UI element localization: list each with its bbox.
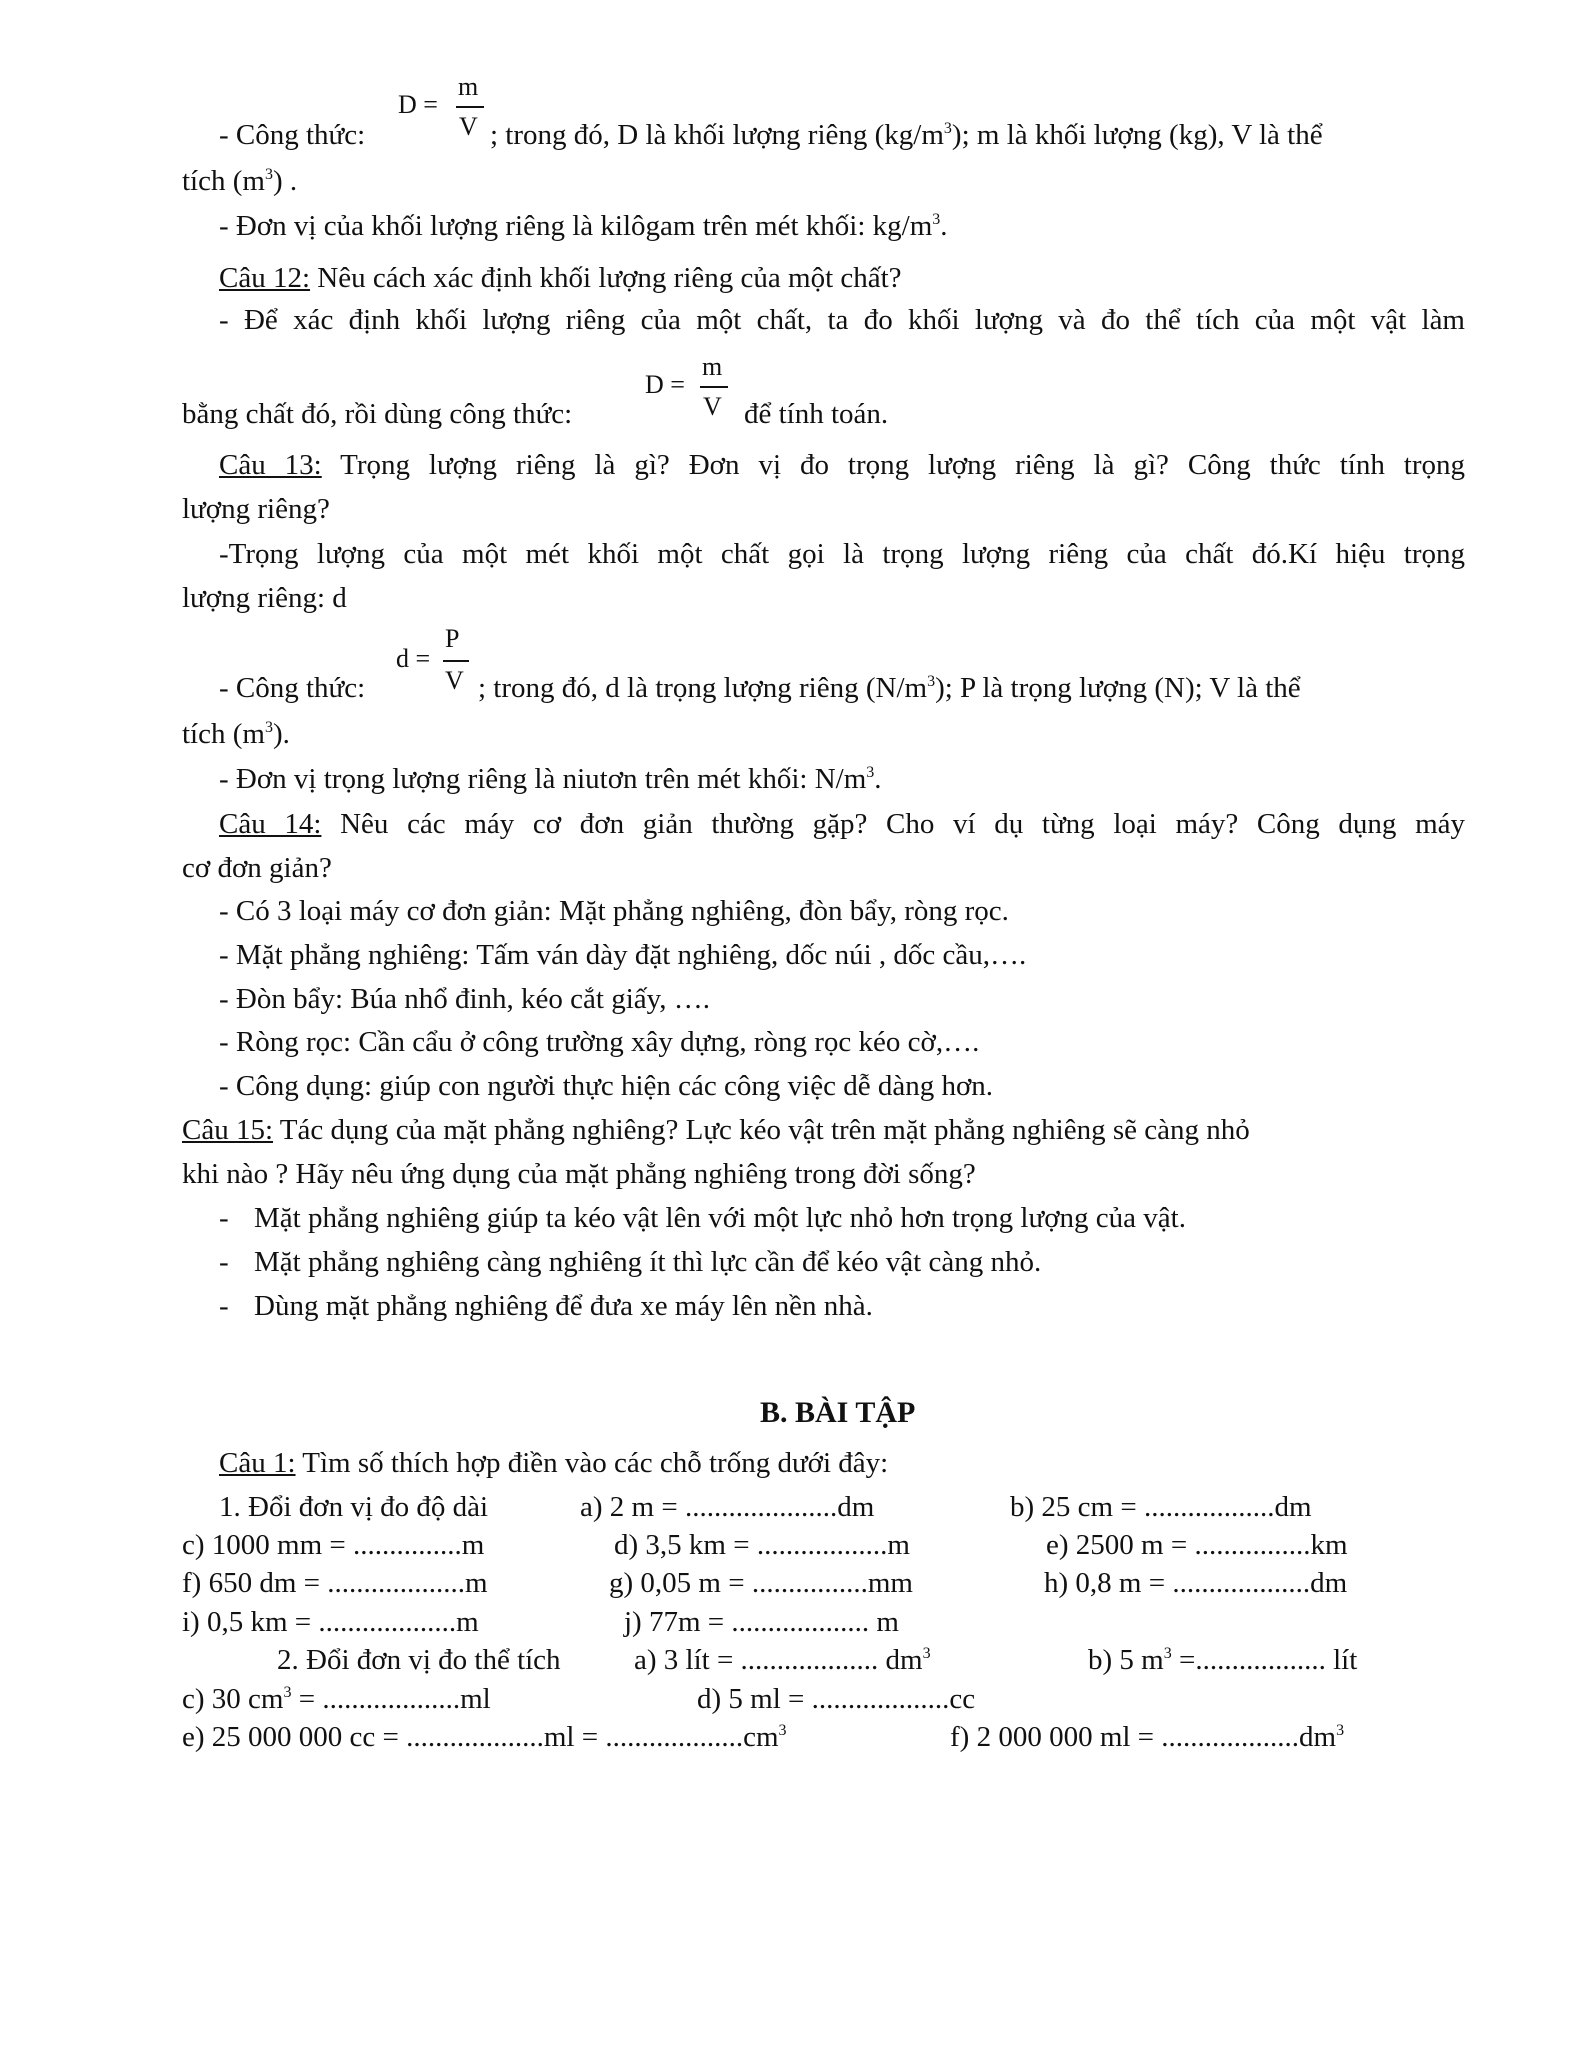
exercise-text: =.................. lít	[1171, 1644, 1358, 1676]
answer-text: để tính toán.	[744, 398, 889, 430]
volume-text2: ) .	[272, 165, 298, 197]
exercise-item: d) 3,5 km = ..................m	[614, 1529, 910, 1561]
density-formula-2	[645, 352, 735, 432]
list-item	[219, 1245, 229, 1279]
list-item	[219, 1025, 979, 1059]
list-item	[219, 1069, 993, 1103]
volume-line	[182, 717, 290, 751]
formula-lhs: D =	[645, 370, 685, 399]
exercise-text: f) 2 000 000 ml = ...................dm	[950, 1721, 1337, 1753]
section-heading: B. BÀI TẬP	[760, 1396, 916, 1429]
exercise-item	[634, 1643, 931, 1677]
exercise-item: b) 25 cm = ..................dm	[1010, 1491, 1312, 1523]
question-label: Câu 14:	[219, 808, 322, 840]
superscript: 3	[866, 764, 875, 781]
exercise-text: c) 30 cm	[182, 1683, 284, 1715]
formula-numerator: m	[458, 72, 479, 101]
question-label: Câu 15:	[182, 1114, 274, 1146]
exercise-text: b) 5 m	[1088, 1644, 1164, 1676]
superscript: 3	[922, 1645, 931, 1662]
formula-desc-text: ; trong đó, D là khối lượng riêng (kg/m	[490, 119, 944, 151]
answer-line	[219, 303, 1465, 337]
exercise-item: f) 650 dm = ...................m	[182, 1567, 488, 1599]
answer-text: bằng chất đó, rồi dùng công thức:	[182, 398, 573, 430]
density-formula	[398, 72, 488, 152]
bullet-dash: -	[219, 1290, 229, 1322]
list-item-text: - Công dụng: giúp con người thực hiện các công việc dễ dàng hơn.	[219, 1070, 994, 1102]
question-text: cơ đơn giản?	[182, 852, 332, 884]
question-label: Câu 1:	[219, 1447, 296, 1479]
list-item-text: - Có 3 loại máy cơ đơn giản: Mặt phẳng nghiêng, đòn bẩy, ròng rọc.	[219, 895, 1009, 927]
exercise-item	[182, 1682, 491, 1716]
formula-denominator: V	[703, 392, 722, 421]
volume-text: tích (m	[182, 718, 265, 750]
volume-text2: ).	[272, 718, 290, 750]
formula-lhs: d =	[396, 644, 431, 673]
superscript: 3	[264, 719, 273, 736]
part-1-title: 1. Đổi đơn vị đo độ dài	[219, 1491, 489, 1523]
question-label: Câu 12:	[219, 262, 311, 294]
list-item	[219, 982, 710, 1016]
answer-line-end	[744, 397, 888, 431]
superscript: 3	[283, 1684, 292, 1701]
formula-desc-text2: ); P là trọng lượng (N); V là thể	[935, 672, 1301, 704]
exercise-item	[950, 1720, 1344, 1754]
bullet-dash: -	[219, 1202, 229, 1234]
formula-numerator: P	[445, 624, 460, 653]
list-item-text: Dùng mặt phẳng nghiêng để đưa xe máy lên nền nhà.	[254, 1290, 873, 1322]
formula-desc	[490, 118, 1323, 152]
superscript: 3	[778, 1722, 787, 1739]
question-text: Tìm số thích hợp điền vào các chỗ trống dưới đây:	[295, 1447, 889, 1479]
question-text: Nêu các máy cơ đơn giản thường gặp? Cho ví dụ từng loại máy? Công dụng máy	[321, 808, 1465, 840]
fraction-bar	[456, 106, 484, 108]
exercise-item: i) 0,5 km = ...................m	[182, 1606, 479, 1638]
question-text: Trọng lượng riêng là gì? Đơn vị đo trọng lượng riêng là gì? Công thức tính trọng	[321, 449, 1465, 481]
answer-text: - Để xác định khối lượng riêng của một chất, ta đo khối lượng và đo thể tích của một vật làm	[219, 304, 1465, 336]
list-item	[219, 894, 1009, 928]
formula-desc-text2: ); m là khối lượng (kg), V là thể	[951, 119, 1323, 151]
exercise-item	[182, 1720, 787, 1754]
list-item	[254, 1201, 1186, 1235]
answer-line	[219, 537, 1465, 571]
density-unit-line	[219, 209, 948, 243]
formula-desc-text: ; trong đó, d là trọng lượng riêng (N/m	[478, 672, 928, 704]
weight-density-formula	[396, 624, 486, 704]
question-text: Tác dụng của mặt phẳng nghiêng? Lực kéo vật trên mặt phẳng nghiêng sẽ càng nhỏ	[273, 1114, 1250, 1146]
list-item-text: Mặt phẳng nghiêng giúp ta kéo vật lên với một lực nhỏ hơn trọng lượng của vật.	[254, 1202, 1186, 1234]
density-unit-text: - Đơn vị của khối lượng riêng là kilôgam trên mét khối: kg/m	[219, 210, 933, 242]
formula-prefix: - Công thức:	[219, 672, 366, 704]
exercise-text: a) 3 lít = ................... dm	[634, 1644, 923, 1676]
question-12	[219, 261, 902, 295]
fraction-bar	[700, 386, 728, 388]
exercise-text: e) 25 000 000 cc = ...................ml = ...................cm	[182, 1721, 779, 1753]
question-13-cont	[182, 492, 330, 526]
volume-line	[182, 164, 297, 198]
superscript: 3	[1163, 1645, 1172, 1662]
exercise-item: a) 2 m = .....................dm	[580, 1491, 875, 1523]
list-item	[219, 1201, 229, 1235]
formula-denominator: V	[459, 112, 478, 141]
volume-text: tích (m	[182, 165, 265, 197]
question-13	[219, 448, 1465, 482]
exercise-item: h) 0,8 m = ...................dm	[1044, 1567, 1348, 1599]
superscript: 3	[943, 120, 952, 137]
exercise-item: g) 0,05 m = ................mm	[609, 1567, 913, 1599]
period: .	[874, 763, 882, 795]
formula-prefix: - Công thức:	[219, 119, 366, 151]
answer-text: lượng riêng: d	[182, 582, 347, 614]
exercise-item: d) 5 ml = ...................cc	[697, 1683, 976, 1715]
bullet-dash: -	[219, 1246, 229, 1278]
exercise-item	[1088, 1643, 1357, 1677]
list-item	[254, 1289, 873, 1323]
exercise-text: = ...................ml	[291, 1683, 491, 1715]
list-item-text: - Ròng rọc: Cần cẩu ở công trường xây dựng, ròng rọc kéo cờ,….	[219, 1026, 980, 1058]
list-item	[219, 1289, 229, 1323]
formula-denominator: V	[445, 666, 464, 695]
formula-desc	[478, 671, 1301, 705]
superscript: 3	[932, 211, 941, 228]
answer-line	[182, 581, 347, 615]
formula-line	[219, 118, 365, 152]
list-item	[219, 938, 1026, 972]
exercise-item: c) 1000 mm = ...............m	[182, 1529, 485, 1561]
question-14-cont	[182, 851, 332, 885]
exercise-1	[219, 1446, 888, 1480]
question-15	[182, 1113, 1250, 1147]
question-text: khi nào ? Hãy nêu ứng dụng của mặt phẳng nghiêng trong đời sống?	[182, 1158, 976, 1190]
formula-numerator: m	[702, 352, 723, 381]
superscript: 3	[264, 166, 273, 183]
question-label: Câu 13:	[219, 449, 322, 481]
question-text: lượng riêng?	[182, 493, 330, 525]
list-item-text: - Mặt phẳng nghiêng: Tấm ván dày đặt nghiêng, dốc núi , dốc cầu,….	[219, 939, 1027, 971]
formula-line	[219, 671, 365, 705]
exercise-item: e) 2500 m = ................km	[1046, 1529, 1348, 1561]
unit-text: - Đơn vị trọng lượng riêng là niutơn trên mét khối: N/m	[219, 763, 867, 795]
list-item	[254, 1245, 1041, 1279]
question-text: Nêu cách xác định khối lượng riêng của một chất?	[310, 262, 902, 294]
part-2-title: 2. Đổi đơn vị đo thể tích	[277, 1644, 561, 1676]
question-15-cont	[182, 1157, 976, 1191]
weight-unit-line	[219, 762, 882, 796]
exercise-item: j) 77m = ................... m	[624, 1606, 899, 1638]
list-item-text: Mặt phẳng nghiêng càng nghiêng ít thì lực cần để kéo vật càng nhỏ.	[254, 1246, 1042, 1278]
formula-lhs: D =	[398, 90, 438, 119]
superscript: 3	[927, 673, 936, 690]
period: .	[940, 210, 948, 242]
list-item-text: - Đòn bẩy: Búa nhổ đinh, kéo cắt giấy, ….	[219, 983, 711, 1015]
answer-line	[182, 397, 572, 431]
fraction-bar	[443, 660, 469, 662]
superscript: 3	[1336, 1722, 1345, 1739]
answer-text: -Trọng lượng của một mét khối một chất gọi là trọng lượng riêng của chất đó.Kí hiệu trọng	[219, 538, 1465, 570]
question-14	[219, 807, 1465, 841]
